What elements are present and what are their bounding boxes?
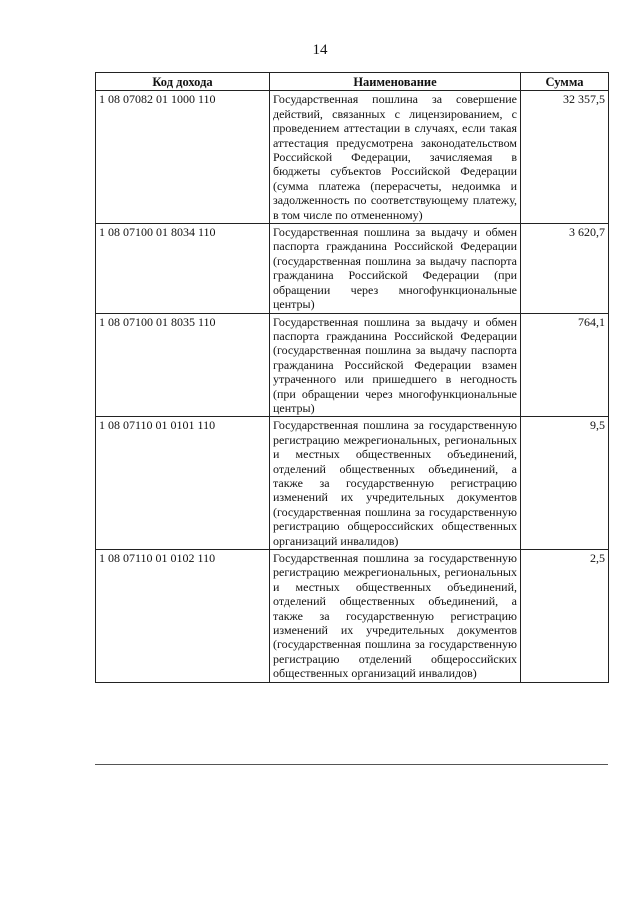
table-row bbox=[96, 417, 609, 550]
income-name: Государственная пошлина за совершение действий, связанных с лицензированием, с проведением аттестации в случаях, если такая аттестация предусмотрена законодательством Российской Федерации, зачисляемая в бюджеты субъектов Российской Федерации (сумма платежа (перерасчеты, недоимка и задолженность по соответствующему платежу, в том числе по отмененному) bbox=[270, 91, 521, 224]
income-sum: 764,1 bbox=[521, 313, 609, 417]
table-row bbox=[96, 550, 609, 683]
income-code: 1 08 07082 01 1000 110 bbox=[96, 91, 270, 224]
income-name: Государственная пошлина за государственную регистрацию межрегиональных, региональных и местных общественных объединений, отделений общественных объединений, а также за государственную регистрацию изменений их учредительных документов (государственная пошлина за государственную регистрацию отделений общероссийских общественных организаций инвалидов) bbox=[270, 550, 521, 683]
income-sum: 2,5 bbox=[521, 550, 609, 683]
header-name: Наименование bbox=[270, 73, 521, 91]
income-name: Государственная пошлина за выдачу и обмен паспорта гражданина Российской Федерации (государственная пошлина за выдачу паспорта гражданина Российской Федерации взамен утраченного или пришедшего в негодность (при обращении через многофункциональные центры) bbox=[270, 313, 521, 417]
page-number: 14 bbox=[312, 42, 328, 58]
income-sum: 9,5 bbox=[521, 417, 609, 550]
header-code: Код дохода bbox=[96, 73, 270, 91]
table-header-row bbox=[96, 73, 609, 91]
income-code: 1 08 07100 01 8034 110 bbox=[96, 224, 270, 313]
income-code: 1 08 07110 01 0101 110 bbox=[96, 417, 270, 550]
table-row bbox=[96, 91, 609, 224]
revenue-table bbox=[95, 72, 609, 683]
income-code: 1 08 07110 01 0102 110 bbox=[96, 550, 270, 683]
income-sum: 32 357,5 bbox=[521, 91, 609, 224]
income-name: Государственная пошлина за выдачу и обмен паспорта гражданина Российской Федерации (государственная пошлина за выдачу паспорта гражданина Российской Федерации (при обращении через многофункциональные центры) bbox=[270, 224, 521, 313]
table-row bbox=[96, 313, 609, 417]
header-sum: Сумма bbox=[521, 73, 609, 91]
table-row bbox=[96, 224, 609, 313]
income-name: Государственная пошлина за государственную регистрацию межрегиональных, региональных и местных общественных объединений, отделений общественных объединений, а также за государственную регистрацию изменений их учредительных документов (государственная пошлина за государственную регистрацию общероссийских общественных организаций инвалидов) bbox=[270, 417, 521, 550]
bottom-rule bbox=[95, 764, 608, 765]
income-sum: 3 620,7 bbox=[521, 224, 609, 313]
income-code: 1 08 07100 01 8035 110 bbox=[96, 313, 270, 417]
